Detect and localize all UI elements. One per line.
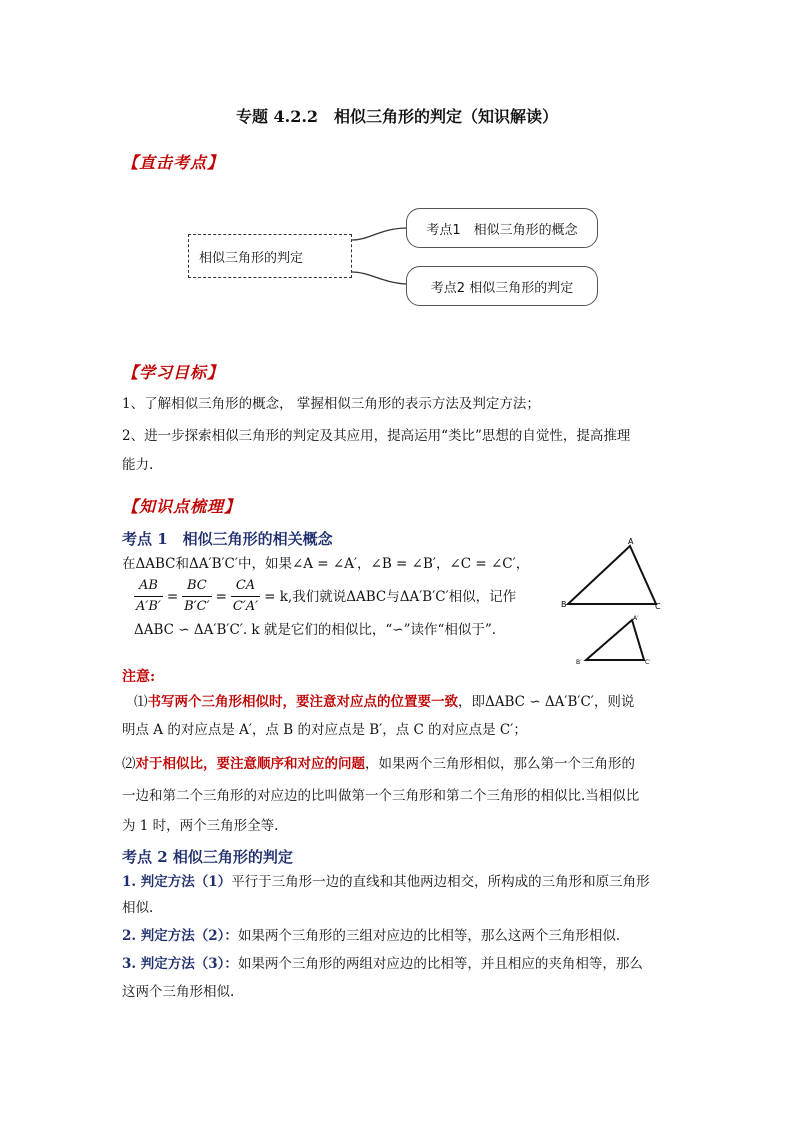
goal-2-line1: 2、进一步探索相似三角形的判定及其应用，提高运用“类比”思想的自觉性，提高推理: [122, 428, 631, 444]
mindmap-root: 相似三角形的判定: [188, 234, 352, 278]
note-1-line2: 明点 A 的对应点是 A′，点 B 的对应点是 B′，点 C 的对应点是 C′；: [122, 722, 527, 738]
similar-triangles-figure: [552, 534, 664, 670]
goal-1: 1、了解相似三角形的概念， 掌握相似三角形的表示方法及判定方法；: [122, 396, 540, 412]
kp1-line3: ΔABC ∽ ΔA′B′C′. k 就是它们的相似比，“∽”读作“相似于”.: [134, 622, 497, 638]
label-a-prime: A′: [633, 615, 639, 622]
section-direct: 【直击考点】: [122, 153, 225, 172]
triangle-abc: [568, 546, 656, 604]
note-label: 注意:: [122, 669, 156, 685]
mindmap-node-1: 考点1 相似三角形的概念: [406, 208, 598, 248]
kp2-heading: 考点 2 相似三角形的判定: [122, 848, 293, 866]
fraction-bc: $\frac{BC}{B'C'}$: [184, 578, 210, 614]
kp1-ratio-line: $\frac{AB}{A'B'}$ = $\frac{BC}{B'C'}$ = $\frac{CA}{C'A'}$ = k,我们就说ΔABC与ΔA′B′C′相似，记作: [134, 576, 516, 617]
label-c: C: [655, 602, 661, 611]
method-3-line2: 这两个三角形相似.: [122, 984, 235, 1000]
label-b: B: [561, 600, 567, 609]
section-knowledge: 【知识点梳理】: [122, 497, 242, 516]
method-1-line2: 相似.: [122, 900, 154, 916]
method-3: 3. 判定方法（3）：如果两个三角形的两组对应边的比相等，并且相应的夹角相等，那么: [122, 956, 643, 972]
kp1-heading: 考点 1 相似三角形的相关概念: [122, 530, 333, 548]
page-title: 专题 4.2.2 相似三角形的判定（知识解读）: [235, 107, 559, 126]
method-2: 2. 判定方法（2）：如果两个三角形的三组对应边的比相等，那么这两个三角形相似.: [122, 928, 621, 944]
mindmap-connectors: [0, 0, 794, 320]
section-goals: 【学习目标】: [122, 363, 225, 382]
fraction-ca: $\frac{CA}{C'A'}$: [232, 578, 259, 614]
note-2-line3: 为 1 时，两个三角形全等.: [122, 818, 279, 834]
label-b-prime: B′: [576, 659, 582, 666]
kp1-line1: 在ΔABC和ΔA′B′C′中，如果∠A = ∠A′，∠B = ∠B′，∠C = ∠C′，: [122, 556, 530, 572]
note-2-line2: 一边和第二个三角形的对应边的比叫做第一个三角形和第二个三角形的相似比.当相似比: [122, 788, 640, 804]
note-2: ⑵对于相似比，要注意顺序和对应的问题，如果两个三角形相似，那么第一个三角形的: [122, 756, 635, 772]
triangle-a2b2c2: [586, 620, 644, 660]
kp1-line2-tail: = k,我们就说ΔABC与ΔA′B′C′相似，记作: [264, 588, 517, 605]
fraction-ab: $\frac{AB}{A'B'}$: [136, 578, 161, 614]
label-c-prime: C′: [645, 659, 651, 666]
method-1: 1. 判定方法（1）平行于三角形一边的直线和其他两边相交，所构成的三角形和原三角形: [122, 874, 650, 890]
label-a: A: [628, 537, 634, 546]
goal-2-line2: 能力.: [122, 457, 154, 473]
note-1: ⑴书写两个三角形相似时，要注意对应点的位置要一致，即ΔABC ∽ ΔA′B′C′，则说: [134, 694, 635, 710]
mindmap-node-2: 考点2 相似三角形的判定: [406, 266, 598, 306]
